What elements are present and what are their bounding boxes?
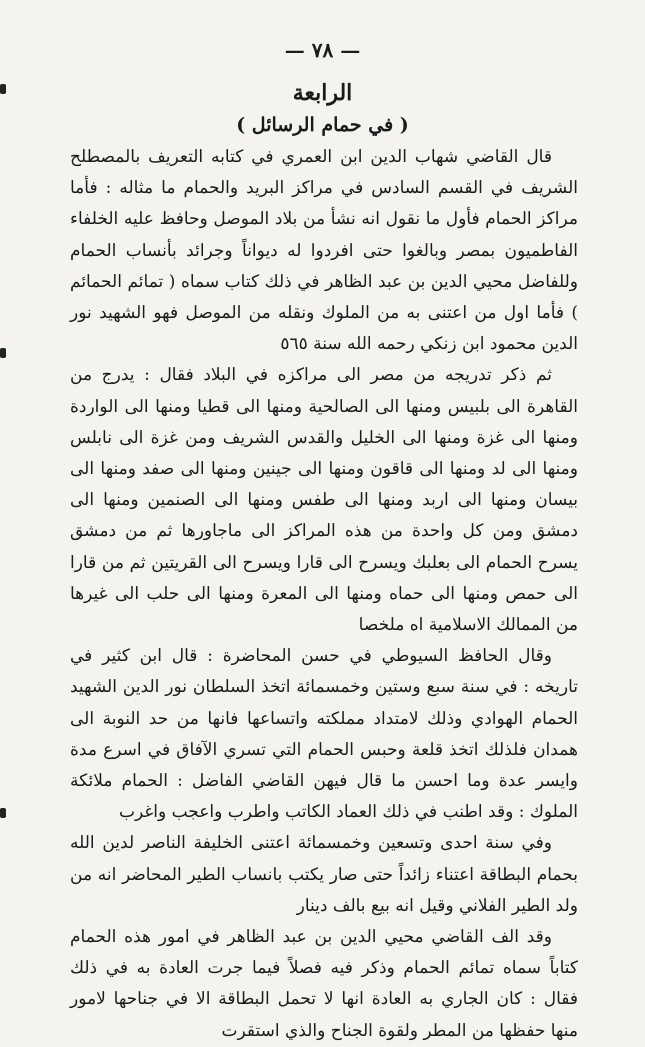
left-edge-mark-2 (0, 348, 6, 358)
section-heading: الرابعة (292, 80, 353, 106)
left-edge-mark-3 (0, 808, 6, 818)
paragraph: ثم ذكر تدريجه من مصر الى مراكزه في البلاد فقال : يدرج من القاهرة الى بلبيس ومنها الى الصالحية ومنها الى قطيا ومنها الى الواردة ومنها الى غزة ومنها الى الخليل والقدس الشريف ومن غزة الى نابلس ومنها الى لد ومنها الى قاقون ومنها الى جينين ومنها الى صفد ومنها الى بيسان ومنها الى اربد ومنها الى طفس ومنها الى الصنمين ومنها الى دمشق ومن كل واحدة من هذه المراكز الى ماجاورها ثم من دمشق يسرح الحمام الى بعلبك ويسرح الى قارا ويسرح الى القريتين ثم من قارا الى حمص ومنها الى حماه ومنها الى المعرة ومنها الى حلب الى غيرها من الممالك الاسلامية اه ملخصا (70, 365, 578, 636)
body-text (70, 142, 578, 1047)
paragraph: وقال الحافظ السيوطي في حسن المحاضرة : قال ابن كثير في تاريخه : في سنة سبع وستين وخمسمائة اتخذ السلطان نور الدين الشهيد الحمام الهوادي وذلك لامتداد مملكته واتساعها فانها من حد النوبة الى همدان فلذلك اتخذ قلعة وحبس الحمام التي تسري الآفاق في اسرع مدة وايسر عدة وما احسن ما قال فيهن القاضي الفاضل : الحمام ملائكة الملوك : وقد اطنب في ذلك العماد الكاتب واطرب واعجب واغرب (70, 646, 578, 823)
paragraph: قال القاضي شهاب الدين ابن العمري في كتابه التعريف بالمصطلح الشريف في القسم السادس في مراكز البريد والحمام ما مثاله : فأما مراكز الحمام فأول ما نقول انه نشأ من بلاد الموصل وحافظ عليه الخلفاء الفاطميون بمصر وبالغوا حتى افردوا له ديواناً وجرائد بأنساب الحمام وللفاضل محيي الدين بن عبد الظاهر في ذلك كتاب سماه ( تمائم الحمائم ) فأما اول من اعتنى به من الملوك ونقله من الموصل فهو الشهيد نور الدين محمود ابن زنكي رحمه الله سنة ٥٦٥ (70, 147, 578, 355)
section-subheading: ( في حمام الرسائل ) (236, 114, 409, 136)
paragraph: وفي سنة احدى وتسعين وخمسمائة اعتنى الخليفة الناصر لدين الله بحمام البطاقة اعتناء زائداً حتى صار يكتب بانساب الطير المحاضر انه من ولد الطير الفلاني وقيل انه بيع بالف دينار (70, 833, 578, 916)
page-number: — ٧٨ — (284, 38, 361, 62)
paragraph: وقد الف القاضي محيي الدين بن عبد الظاهر في امور هذه الحمام كتاباً سماه تمائم الحمام وذكر فيه فصلاً فيما جرت العادة به في ذلك فقال : كان الجاري به العادة انها لا تحمل البطاقة الا في جناحها لامور منها حفظها من المطر ولقوة الجناح والذي استقرت (70, 927, 578, 1041)
